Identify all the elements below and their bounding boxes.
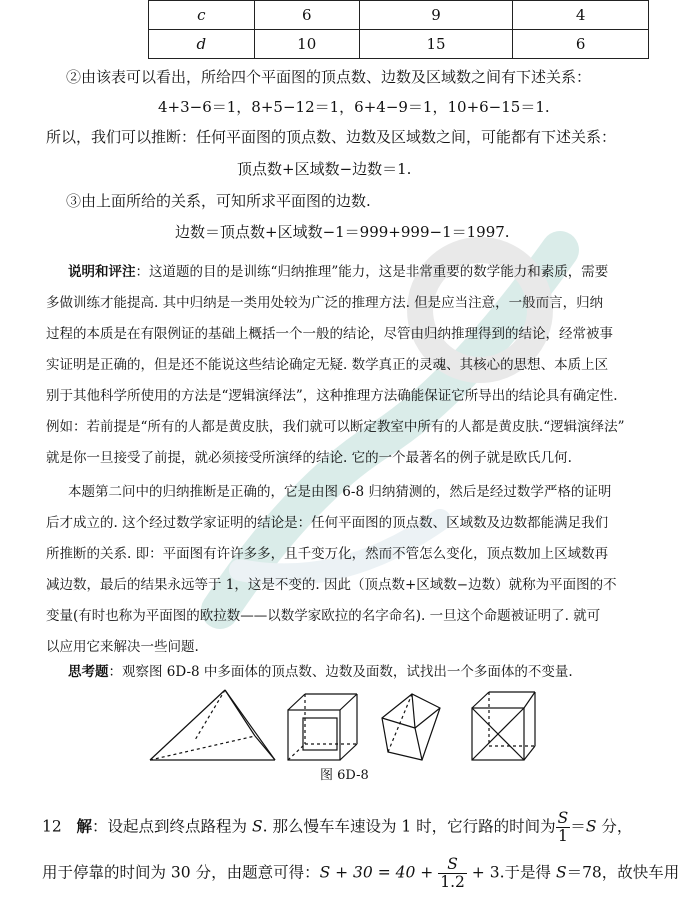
para4-line: 本题第二问中的归纳推断是正确的，它是由图 6-8 归纳猜测的，然后是经过数学严格的证明 xyxy=(68,484,612,500)
table-cell: 9 xyxy=(359,1,512,30)
think-heading: 思考题 xyxy=(68,664,109,680)
comment-heading: 说明和评注 xyxy=(68,264,136,280)
cube-diagonal-shape xyxy=(472,692,535,760)
table-row xyxy=(149,30,649,59)
para2-line3: 所以，我们可以推断：任何平面图的顶点数、边数及区域数之间，可能都有下述关系： xyxy=(46,128,617,146)
fraction-s-over-1: $\frac{S}{1}$ xyxy=(557,809,569,846)
cube-shape xyxy=(288,694,357,760)
para3-line1: ③由上面所给的关系，可知所求平面图的边数. xyxy=(66,192,371,210)
problem12-line1: 12 解：设起点到终点路程为 S. 那么慢车车速设为 1 时，它行路的时间为 $\frac{S}{1}$ ＝S 分， xyxy=(42,809,633,846)
para3-formula: 边数＝顶点数+区域数−1＝999+999−1＝1997. xyxy=(175,223,510,241)
pyramid-shape xyxy=(150,690,275,760)
comment-line1: 说明和评注：这道题的目的是训练“归纳推理”能力，这是非常重要的数学能力和素质，需要 xyxy=(68,264,609,280)
comment-line: 过程的本质是在有限例证的基础上概括一个一般的结论，尽管由归纳推理得到的结论，经常被事 xyxy=(46,326,613,342)
table-cell: 6 xyxy=(254,1,359,30)
table-cell: 15 xyxy=(359,30,512,59)
row-label: c xyxy=(149,1,255,30)
polyhedra-figure xyxy=(150,688,540,766)
para2-equations: 4+3−6＝1，8+5−12＝1，6+4−9＝1，10+6−15＝1. xyxy=(158,98,550,116)
comment-line: 实证明是正确的，但是还不能说这些结论确定无疑. 数学真正的灵魂、其核心的思想、本质上区 xyxy=(46,357,609,373)
row-label: d xyxy=(149,30,255,59)
table-cell: 4 xyxy=(513,1,649,30)
para4-line: 以应用它来解决一些问题. xyxy=(46,639,199,655)
problem-number: 12 xyxy=(42,817,62,836)
prism-shape xyxy=(382,694,440,760)
data-table xyxy=(148,0,649,59)
para4-line: 变量(有时也称为平面图的欧拉数——以数学家欧拉的名字命名). 一旦这个命题被证明了. 就可 xyxy=(46,608,601,624)
think-line: 思考题：观察图 6D-8 中多面体的顶点数、边数及面数，试找出一个多面体的不变量. xyxy=(68,664,573,680)
para2-formula: 顶点数+区域数−边数＝1. xyxy=(237,160,412,178)
para2-line1: ②由该表可以看出，所给四个平面图的顶点数、边数及区域数之间有下述关系： xyxy=(66,68,592,86)
para4-line: 后才成立的. 这个经过数学家证明的结论是：任何平面图的顶点数、区域数及边数都能满足我们 xyxy=(46,515,609,531)
figure-caption: 图 6D-8 xyxy=(320,768,369,783)
comment-line: 例如：若前提是“所有的人都是黄皮肤，我们就可以断定教室中所有的人都是黄皮肤.“逻辑演绎法” xyxy=(46,419,625,435)
comment-line: 多做训练才能提高. 其中归纳是一类用处较为广泛的推理方法. 但是应当注意，一般而言，归纳 xyxy=(46,295,604,311)
fraction-s-over-1.2: $\frac{S}{1.2}$ xyxy=(440,855,465,892)
comment-line: 就是你一旦接受了前提，就必须接受所演绎的结论. 它的一个最著名的例子就是欧氏几何. xyxy=(46,450,572,466)
equation-right: + 3 xyxy=(471,863,500,882)
equation-left: S + 30 = 40 + xyxy=(319,863,434,882)
problem12-line2: 用于停靠的时间为 30 分，由题意可得：S + 30 = 40 + $\frac{S}{1.2}$ + 3.于是得 S＝78，故快车用 xyxy=(42,855,679,892)
table-row xyxy=(149,1,649,30)
solution-label: 解 xyxy=(76,816,93,836)
table-cell: 6 xyxy=(513,30,649,59)
para4-line: 所推断的关系. 即：平面图有许许多多，且千变万化，然而不管怎么变化，顶点数加上区域数再 xyxy=(46,546,609,562)
para4-line: 减边数，最后的结果永远等于 1，这是不变的. 因此（顶点数+区域数−边数）就称为平面图的不 xyxy=(46,577,617,593)
comment-line: 别于其他科学所使用的方法是“逻辑演绎法”，这种推理方法确能保证它所导出的结论具有确定性. xyxy=(46,388,618,404)
table-cell: 10 xyxy=(254,30,359,59)
